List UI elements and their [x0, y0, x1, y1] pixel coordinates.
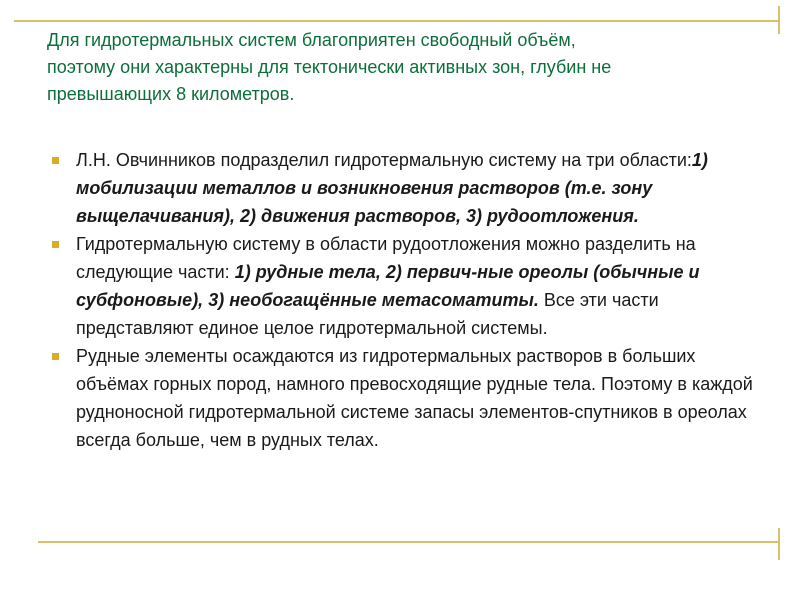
intro-paragraph: [47, 27, 767, 108]
bottom-divider-line: [38, 541, 779, 543]
top-right-corner-line: [778, 6, 780, 34]
bullet-item-ore-elements: [52, 342, 767, 454]
bullet-emphasis: 1) мобилизации металлов и возникновения растворов (т.е. зону выщелачивания), 2) движения растворов, 3) рудоотложения.: [76, 150, 708, 226]
bullet-emphasis: 1) рудные тела, 2) первич-ные ореолы (обычные и субфоновые), 3) необогащённые метасоматиты.: [76, 262, 700, 310]
bottom-right-corner-line: [778, 528, 780, 560]
square-bullet-icon: [52, 241, 59, 248]
bullet-text: Л.Н. Овчинников подразделил гидротермальную систему на три области:: [76, 150, 692, 170]
bullet-text: Рудные элементы осаждаются из гидротермальных растворов в больших объёмах горных пород, намного превосходящие рудные тела. Поэтому в каждой рудноносной гидротермальной системе запасы элементов-спутников в ореолах всегда больше, чем в рудных телах.: [76, 346, 753, 450]
bullet-item-ovchinnikov: [52, 146, 767, 230]
bullet-list: [52, 146, 767, 454]
intro-line-1: Для гидротермальных систем благоприятен свободный объём,: [47, 30, 576, 50]
square-bullet-icon: [52, 157, 59, 164]
intro-line-2: поэтому они характерны для тектонически активных зон, глубин не: [47, 57, 612, 77]
intro-line-3: превышающих 8 километров.: [47, 84, 295, 104]
bullet-text-tail: Все эти части представляют единое целое гидротермальной системы.: [76, 290, 659, 338]
bullet-item-ore-deposition: [52, 230, 767, 342]
top-divider-line: [14, 20, 779, 22]
bullet-text: Гидротермальную систему в области рудоотложения можно разделить на следующие части:: [76, 234, 696, 282]
square-bullet-icon: [52, 353, 59, 360]
